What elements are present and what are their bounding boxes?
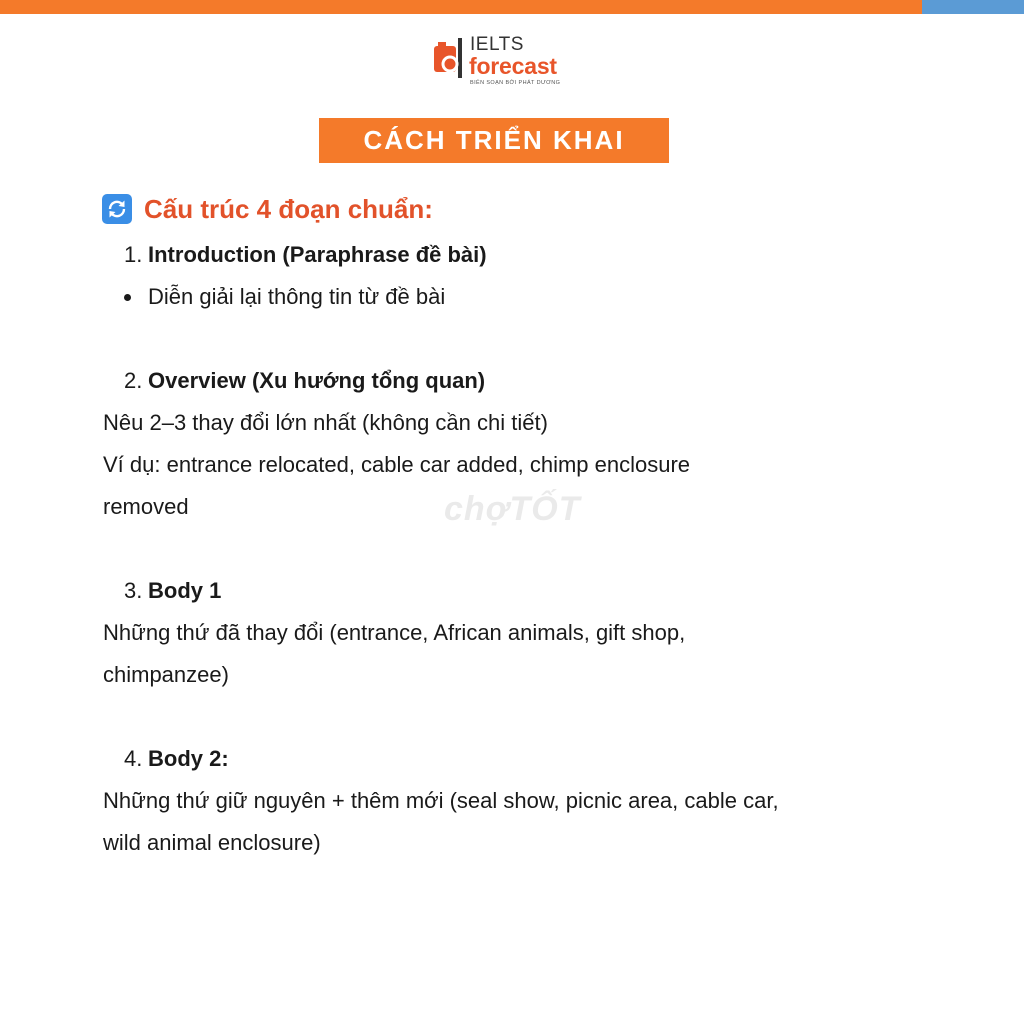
item-title-text: Overview (Xu hướng tổng quan) — [148, 368, 486, 393]
item-title-text: Introduction (Paraphrase đề bài) — [148, 242, 487, 267]
item-number: 4. — [124, 746, 143, 771]
item-number: 2. — [124, 368, 143, 393]
body1-line: Những thứ đã thay đổi (entrance, African animals, gift shop, — [103, 620, 686, 645]
logo-ielts-text: IELTS — [470, 34, 524, 55]
body1-line: chimpanzee) — [103, 662, 229, 687]
overview-line: Ví dụ: entrance relocated, cable car added, chimp enclosure — [103, 452, 691, 477]
refresh-icon — [102, 194, 132, 224]
overview-line: Nêu 2–3 thay đổi lớn nhất (không cần chi tiết) — [103, 410, 548, 435]
top-accent-bar — [0, 0, 1024, 14]
item-title-introduction — [148, 240, 487, 270]
item-number: 3. — [124, 578, 143, 603]
item-number: 1. — [124, 242, 143, 267]
section-banner: CÁCH TRIỂN KHAI — [319, 118, 669, 163]
item-bullet-text: Diễn giải lại thông tin từ đề bài — [148, 284, 446, 309]
bullet-dot — [124, 294, 131, 301]
item-title-body1 — [148, 576, 221, 606]
item-title-body2 — [148, 744, 229, 774]
item-title-text: Body 1 — [148, 578, 222, 603]
structure-heading-text: Cấu trúc 4 đoạn chuẩn: — [144, 193, 433, 224]
logo-forecast-text: forecast — [469, 53, 557, 79]
ielts-forecast-logo — [432, 34, 582, 90]
top-bar-blue — [922, 0, 1024, 14]
body2-line: Những thứ giữ nguyên + thêm mới (seal show, picnic area, cable car, — [103, 788, 779, 813]
top-bar-orange — [0, 0, 922, 14]
item-title-text: Body 2: — [148, 746, 229, 771]
watermark: chợTỐT — [444, 490, 581, 528]
logo-tagline: BIÊN SOẠN BỞI PHÁT DƯƠNG — [470, 80, 561, 86]
item-title-overview — [148, 366, 485, 396]
overview-line: removed — [103, 494, 189, 519]
body2-line: wild animal enclosure) — [103, 830, 321, 855]
logo-mark-icon — [432, 36, 466, 80]
structure-heading — [102, 192, 433, 226]
